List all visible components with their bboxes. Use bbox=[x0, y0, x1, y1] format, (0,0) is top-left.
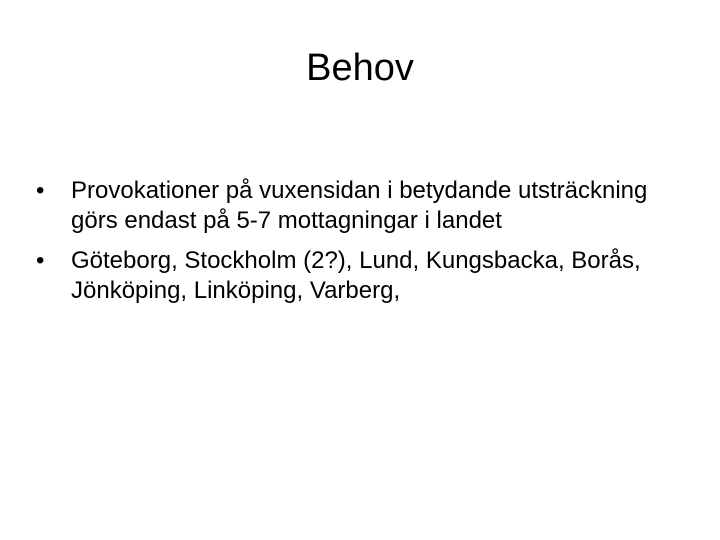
bullet-marker: • bbox=[36, 247, 45, 274]
bullet-list bbox=[36, 176, 696, 316]
bullet-text: Göteborg, Stockholm (2?), Lund, Kungsbacka, Borås, Jönköping, Linköping, Varberg, bbox=[71, 247, 641, 304]
bullet-item bbox=[36, 246, 696, 306]
slide-title: Behov bbox=[306, 47, 414, 89]
bullet-marker: • bbox=[36, 177, 45, 204]
bullet-text: Provokationer på vuxensidan i betydande utsträckning görs endast på 5-7 mottagningar i landet bbox=[71, 177, 648, 234]
bullet-item bbox=[36, 176, 696, 236]
